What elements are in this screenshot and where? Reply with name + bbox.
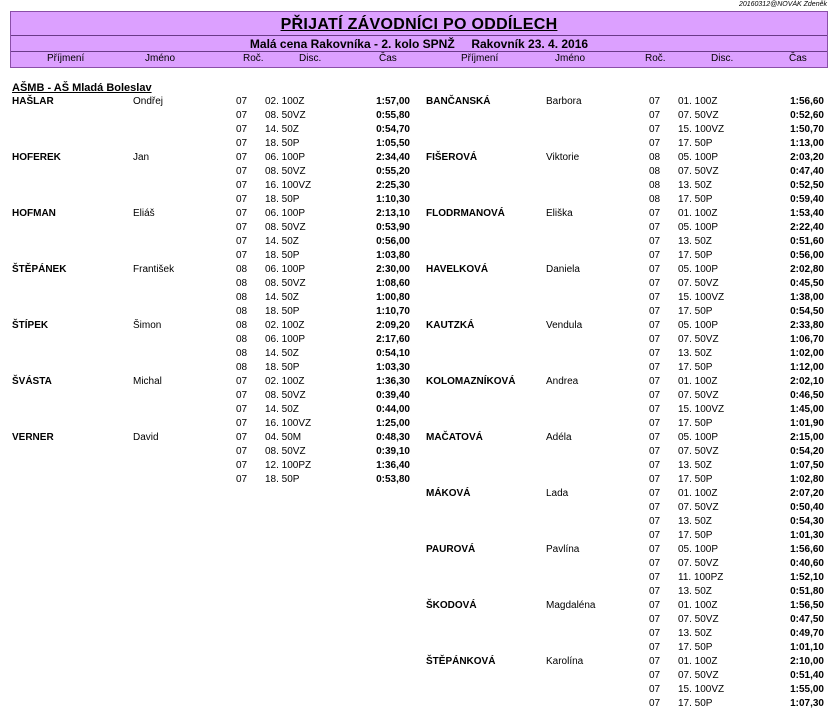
discipline: 07. 50VZ [678, 166, 719, 177]
entry-time: 1:10,70 [376, 306, 410, 317]
birth-year: 07 [236, 194, 248, 205]
discipline: 07. 50VZ [678, 558, 719, 569]
entry-time: 0:44,00 [376, 404, 410, 415]
birth-year: 08 [236, 362, 248, 373]
discipline: 13. 50Z [678, 460, 712, 471]
entry-time: 1:38,00 [790, 292, 824, 303]
swimmer-first-name: Eliáš [133, 208, 155, 219]
discipline: 05. 100P [678, 264, 719, 275]
swimmer-first-name: Šimon [133, 320, 162, 331]
discipline: 14. 50Z [265, 404, 299, 415]
birth-year: 07 [236, 474, 248, 485]
swimmer-first-name: Viktorie [546, 152, 580, 163]
print-stamp: 20160312@NOVÁK Zdeněk [738, 1, 827, 8]
swimmer-surname: ŠTĚPÁNEK [12, 264, 67, 275]
discipline: 06. 100P [265, 334, 306, 345]
swimmer-first-name: Magdaléna [546, 600, 596, 611]
header-divider [11, 51, 827, 52]
birth-year: 07 [236, 96, 248, 107]
discipline: 04. 50M [265, 432, 302, 443]
swimmer-surname: FIŠEROVÁ [426, 152, 478, 163]
entry-time: 0:46,50 [790, 390, 824, 401]
swimmer-surname: ŠVÁSTA [12, 376, 52, 387]
birth-year: 07 [236, 404, 248, 415]
col-header-surname: Příjmení [47, 53, 85, 64]
entry-time: 0:54,10 [376, 348, 410, 359]
entry-time: 2:34,40 [376, 152, 410, 163]
birth-year: 07 [649, 334, 661, 345]
entry-time: 0:54,30 [790, 516, 824, 527]
birth-year: 07 [649, 474, 661, 485]
birth-year: 07 [236, 390, 248, 401]
entry-time: 1:52,10 [790, 572, 824, 583]
entry-time: 0:51,60 [790, 236, 824, 247]
birth-year: 08 [236, 348, 248, 359]
birth-year: 07 [236, 236, 248, 247]
birth-year: 08 [649, 166, 661, 177]
discipline: 14. 50Z [265, 348, 299, 359]
entry-time: 0:40,60 [790, 558, 824, 569]
swimmer-surname: ŠTÍPEK [12, 320, 49, 331]
birth-year: 07 [649, 306, 661, 317]
entry-time: 0:51,80 [790, 586, 824, 597]
discipline: 06. 100P [265, 152, 306, 163]
entry-time: 0:53,80 [376, 474, 410, 485]
birth-year: 07 [649, 684, 661, 695]
discipline: 17. 50P [678, 306, 713, 317]
discipline: 13. 50Z [678, 628, 712, 639]
swimmer-surname: HOFEREK [12, 152, 61, 163]
entry-time: 0:54,50 [790, 306, 824, 317]
swimmer-first-name: Adéla [546, 432, 572, 443]
entry-time: 1:02,80 [790, 474, 824, 485]
discipline: 05. 100P [678, 152, 719, 163]
entry-time: 2:33,80 [790, 320, 824, 331]
birth-year: 07 [649, 376, 661, 387]
entry-time: 1:07,50 [790, 460, 824, 471]
entry-time: 2:25,30 [376, 180, 410, 191]
discipline: 17. 50P [678, 698, 713, 709]
discipline: 02. 100Z [265, 320, 305, 331]
entry-time: 1:57,00 [376, 96, 410, 107]
birth-year: 08 [236, 278, 248, 289]
birth-year: 07 [649, 264, 661, 275]
discipline: 06. 100P [265, 264, 306, 275]
entry-time: 1:56,60 [790, 544, 824, 555]
birth-year: 08 [236, 306, 248, 317]
birth-year: 07 [649, 418, 661, 429]
entry-time: 2:10,00 [790, 656, 824, 667]
club-name: AŠMB - AŠ Mladá Boleslav [12, 82, 152, 94]
entry-time: 1:01,10 [790, 642, 824, 653]
swimmer-first-name: Pavlína [546, 544, 580, 555]
birth-year: 07 [649, 348, 661, 359]
entry-time: 2:15,00 [790, 432, 824, 443]
discipline: 01. 100Z [678, 600, 718, 611]
birth-year: 07 [649, 656, 661, 667]
entry-time: 1:36,40 [376, 460, 410, 471]
entry-time: 0:54,70 [376, 124, 410, 135]
birth-year: 07 [649, 208, 661, 219]
entry-time: 0:55,80 [376, 110, 410, 121]
discipline: 08. 50VZ [265, 278, 306, 289]
discipline: 18. 50P [265, 138, 300, 149]
entry-time: 2:13,10 [376, 208, 410, 219]
entry-time: 2:30,00 [376, 264, 410, 275]
entry-time: 2:07,20 [790, 488, 824, 499]
header-band [10, 11, 828, 68]
discipline: 13. 50Z [678, 516, 712, 527]
birth-year: 07 [649, 250, 661, 261]
discipline: 16. 100VZ [265, 418, 312, 429]
birth-year: 07 [649, 502, 661, 513]
birth-year: 07 [649, 488, 661, 499]
birth-year: 07 [236, 446, 248, 457]
swimmer-surname: KAUTZKÁ [426, 320, 475, 331]
discipline: 13. 50Z [678, 586, 712, 597]
discipline: 05. 100P [678, 320, 719, 331]
birth-year: 07 [649, 614, 661, 625]
birth-year: 07 [649, 670, 661, 681]
event-subtitle: Malá cena Rakovníka - 2. kolo SPNŽ Rakovník 23. 4. 2016 [249, 37, 589, 51]
entry-time: 1:02,00 [790, 348, 824, 359]
discipline: 18. 50P [265, 306, 300, 317]
entry-time: 1:50,70 [790, 124, 824, 135]
swimmer-first-name: Vendula [546, 320, 583, 331]
entry-time: 1:25,00 [376, 418, 410, 429]
discipline: 01. 100Z [678, 488, 718, 499]
entry-time: 0:52,60 [790, 110, 824, 121]
birth-year: 07 [649, 586, 661, 597]
entry-time: 0:49,70 [790, 628, 824, 639]
discipline: 17. 50P [678, 418, 713, 429]
birth-year: 07 [236, 110, 248, 121]
birth-year: 07 [649, 292, 661, 303]
discipline: 08. 50VZ [265, 390, 306, 401]
birth-year: 08 [649, 180, 661, 191]
discipline: 05. 100P [678, 432, 719, 443]
col-header-discipline: Disc. [299, 53, 322, 64]
swimmer-first-name: David [133, 432, 159, 443]
discipline: 07. 50VZ [678, 614, 719, 625]
swimmer-first-name: František [133, 264, 175, 275]
discipline: 14. 50Z [265, 292, 299, 303]
discipline: 07. 50VZ [678, 502, 719, 513]
entry-time: 0:53,90 [376, 222, 410, 233]
entry-time: 1:56,60 [790, 96, 824, 107]
discipline: 07. 50VZ [678, 446, 719, 457]
col-header-year: Roč. [645, 53, 666, 64]
birth-year: 07 [236, 152, 248, 163]
entry-time: 1:10,30 [376, 194, 410, 205]
discipline: 13. 50Z [678, 180, 712, 191]
entry-time: 1:55,00 [790, 684, 824, 695]
birth-year: 08 [236, 264, 248, 275]
swimmer-surname: ŠTĚPÁNKOVÁ [426, 656, 496, 667]
birth-year: 07 [649, 432, 661, 443]
discipline: 17. 50P [678, 194, 713, 205]
discipline: 15. 100VZ [678, 124, 725, 135]
swimmer-first-name: Michal [133, 376, 162, 387]
entry-time: 0:50,40 [790, 502, 824, 513]
birth-year: 08 [649, 194, 661, 205]
discipline: 17. 50P [678, 642, 713, 653]
birth-year: 08 [236, 320, 248, 331]
birth-year: 07 [649, 222, 661, 233]
entry-time: 0:54,20 [790, 446, 824, 457]
entry-time: 1:13,00 [790, 138, 824, 149]
entry-time: 1:03,80 [376, 250, 410, 261]
discipline: 17. 50P [678, 530, 713, 541]
birth-year: 07 [236, 460, 248, 471]
entry-time: 2:17,60 [376, 334, 410, 345]
discipline: 18. 50P [265, 362, 300, 373]
col-header-time: Čas [379, 53, 397, 64]
entry-time: 1:01,30 [790, 530, 824, 541]
discipline: 17. 50P [678, 474, 713, 485]
birth-year: 07 [236, 418, 248, 429]
col-header-year: Roč. [243, 53, 264, 64]
discipline: 15. 100VZ [678, 404, 725, 415]
header-divider [11, 35, 827, 36]
entry-time: 2:02,10 [790, 376, 824, 387]
entry-time: 1:03,30 [376, 362, 410, 373]
birth-year: 07 [649, 558, 661, 569]
col-header-name: Jméno [145, 53, 176, 64]
discipline: 13. 50Z [678, 348, 712, 359]
entry-time: 0:47,40 [790, 166, 824, 177]
discipline: 08. 50VZ [265, 166, 306, 177]
birth-year: 08 [236, 292, 248, 303]
discipline: 01. 100Z [678, 656, 718, 667]
swimmer-surname: HOFMAN [12, 208, 56, 219]
discipline: 13. 50Z [678, 236, 712, 247]
discipline: 17. 50P [678, 138, 713, 149]
discipline: 14. 50Z [265, 236, 299, 247]
entry-time: 1:36,30 [376, 376, 410, 387]
entry-time: 1:00,80 [376, 292, 410, 303]
discipline: 15. 100VZ [678, 292, 725, 303]
entry-time: 2:09,20 [376, 320, 410, 331]
birth-year: 07 [649, 516, 661, 527]
entry-time: 0:52,50 [790, 180, 824, 191]
discipline: 01. 100Z [678, 376, 718, 387]
discipline: 18. 50P [265, 250, 300, 261]
swimmer-first-name: Daniela [546, 264, 580, 275]
discipline: 11. 100PZ [678, 572, 724, 583]
birth-year: 07 [649, 96, 661, 107]
entry-time: 1:08,60 [376, 278, 410, 289]
entry-time: 1:53,40 [790, 208, 824, 219]
entry-time: 0:39,40 [376, 390, 410, 401]
swimmer-surname: MAČATOVÁ [426, 432, 483, 443]
birth-year: 07 [649, 572, 661, 583]
discipline: 02. 100Z [265, 376, 305, 387]
discipline: 15. 100VZ [678, 684, 725, 695]
discipline: 17. 50P [678, 250, 713, 261]
birth-year: 07 [649, 460, 661, 471]
discipline: 12. 100PZ [265, 460, 312, 471]
entry-time: 2:03,20 [790, 152, 824, 163]
entry-time: 1:56,50 [790, 600, 824, 611]
discipline: 08. 50VZ [265, 446, 306, 457]
swimmer-first-name: Ondřej [133, 96, 164, 107]
entry-time: 0:51,40 [790, 670, 824, 681]
birth-year: 07 [649, 698, 661, 709]
birth-year: 07 [236, 250, 248, 261]
discipline: 07. 50VZ [678, 334, 719, 345]
birth-year: 07 [236, 376, 248, 387]
birth-year: 07 [649, 628, 661, 639]
entry-time: 0:48,30 [376, 432, 410, 443]
swimmer-first-name: Barbora [546, 96, 582, 107]
entry-time: 1:05,50 [376, 138, 410, 149]
birth-year: 07 [236, 166, 248, 177]
swimmer-first-name: Andrea [546, 376, 579, 387]
swimmer-surname: BANČANSKÁ [426, 96, 491, 107]
birth-year: 07 [649, 110, 661, 121]
entry-time: 0:47,50 [790, 614, 824, 625]
swimmer-surname: PAUROVÁ [426, 544, 476, 555]
birth-year: 07 [649, 544, 661, 555]
birth-year: 08 [236, 334, 248, 345]
swimmer-surname: FLODRMANOVÁ [426, 208, 505, 219]
entry-time: 2:02,80 [790, 264, 824, 275]
entry-time: 1:12,00 [790, 362, 824, 373]
birth-year: 07 [649, 530, 661, 541]
discipline: 01. 100Z [678, 208, 718, 219]
col-header-discipline: Disc. [711, 53, 734, 64]
entry-time: 0:59,40 [790, 194, 824, 205]
birth-year: 07 [236, 432, 248, 443]
birth-year: 07 [649, 390, 661, 401]
entry-time: 0:39,10 [376, 446, 410, 457]
discipline: 05. 100P [678, 222, 719, 233]
discipline: 05. 100P [678, 544, 719, 555]
entry-time: 0:56,00 [376, 236, 410, 247]
birth-year: 08 [649, 152, 661, 163]
page-title: PŘIJATÍ ZÁVODNÍCI PO ODDÍLECH [280, 16, 558, 33]
birth-year: 07 [649, 124, 661, 135]
entry-time: 0:55,20 [376, 166, 410, 177]
discipline: 07. 50VZ [678, 110, 719, 121]
birth-year: 07 [649, 320, 661, 331]
discipline: 02. 100Z [265, 96, 305, 107]
entry-time: 1:45,00 [790, 404, 824, 415]
discipline: 07. 50VZ [678, 390, 719, 401]
discipline: 01. 100Z [678, 96, 718, 107]
birth-year: 07 [649, 278, 661, 289]
entry-time: 1:07,30 [790, 698, 824, 709]
swimmer-first-name: Jan [133, 152, 150, 163]
entry-time: 1:01,90 [790, 418, 824, 429]
entry-time: 1:06,70 [790, 334, 824, 345]
birth-year: 07 [649, 404, 661, 415]
birth-year: 07 [236, 138, 248, 149]
entry-time: 0:56,00 [790, 250, 824, 261]
col-header-time: Čas [789, 53, 807, 64]
discipline: 08. 50VZ [265, 110, 306, 121]
swimmer-surname: ŠKODOVÁ [426, 600, 477, 611]
swimmer-surname: MÁKOVÁ [426, 488, 471, 499]
swimmer-first-name: Lada [546, 488, 569, 499]
swimmer-first-name: Karolína [546, 656, 584, 667]
birth-year: 07 [649, 138, 661, 149]
discipline: 07. 50VZ [678, 278, 719, 289]
col-header-name: Jméno [555, 53, 586, 64]
swimmer-surname: KOLOMAZNÍKOVÁ [426, 376, 516, 387]
swimmer-surname: VERNER [12, 432, 54, 443]
discipline: 18. 50P [265, 194, 300, 205]
discipline: 07. 50VZ [678, 670, 719, 681]
swimmer-first-name: Eliška [546, 208, 573, 219]
birth-year: 07 [649, 362, 661, 373]
discipline: 14. 50Z [265, 124, 299, 135]
discipline: 17. 50P [678, 362, 713, 373]
swimmer-surname: HAŠLAR [12, 96, 54, 107]
birth-year: 07 [649, 446, 661, 457]
birth-year: 07 [649, 600, 661, 611]
discipline: 06. 100P [265, 208, 306, 219]
entry-time: 2:22,40 [790, 222, 824, 233]
discipline: 08. 50VZ [265, 222, 306, 233]
discipline: 18. 50P [265, 474, 300, 485]
col-header-surname: Příjmení [461, 53, 499, 64]
birth-year: 07 [236, 180, 248, 191]
birth-year: 07 [649, 236, 661, 247]
swimmer-surname: HAVELKOVÁ [426, 264, 489, 275]
entry-time: 0:45,50 [790, 278, 824, 289]
birth-year: 07 [236, 208, 248, 219]
discipline: 16. 100VZ [265, 180, 312, 191]
birth-year: 07 [649, 642, 661, 653]
birth-year: 07 [236, 222, 248, 233]
birth-year: 07 [236, 124, 248, 135]
